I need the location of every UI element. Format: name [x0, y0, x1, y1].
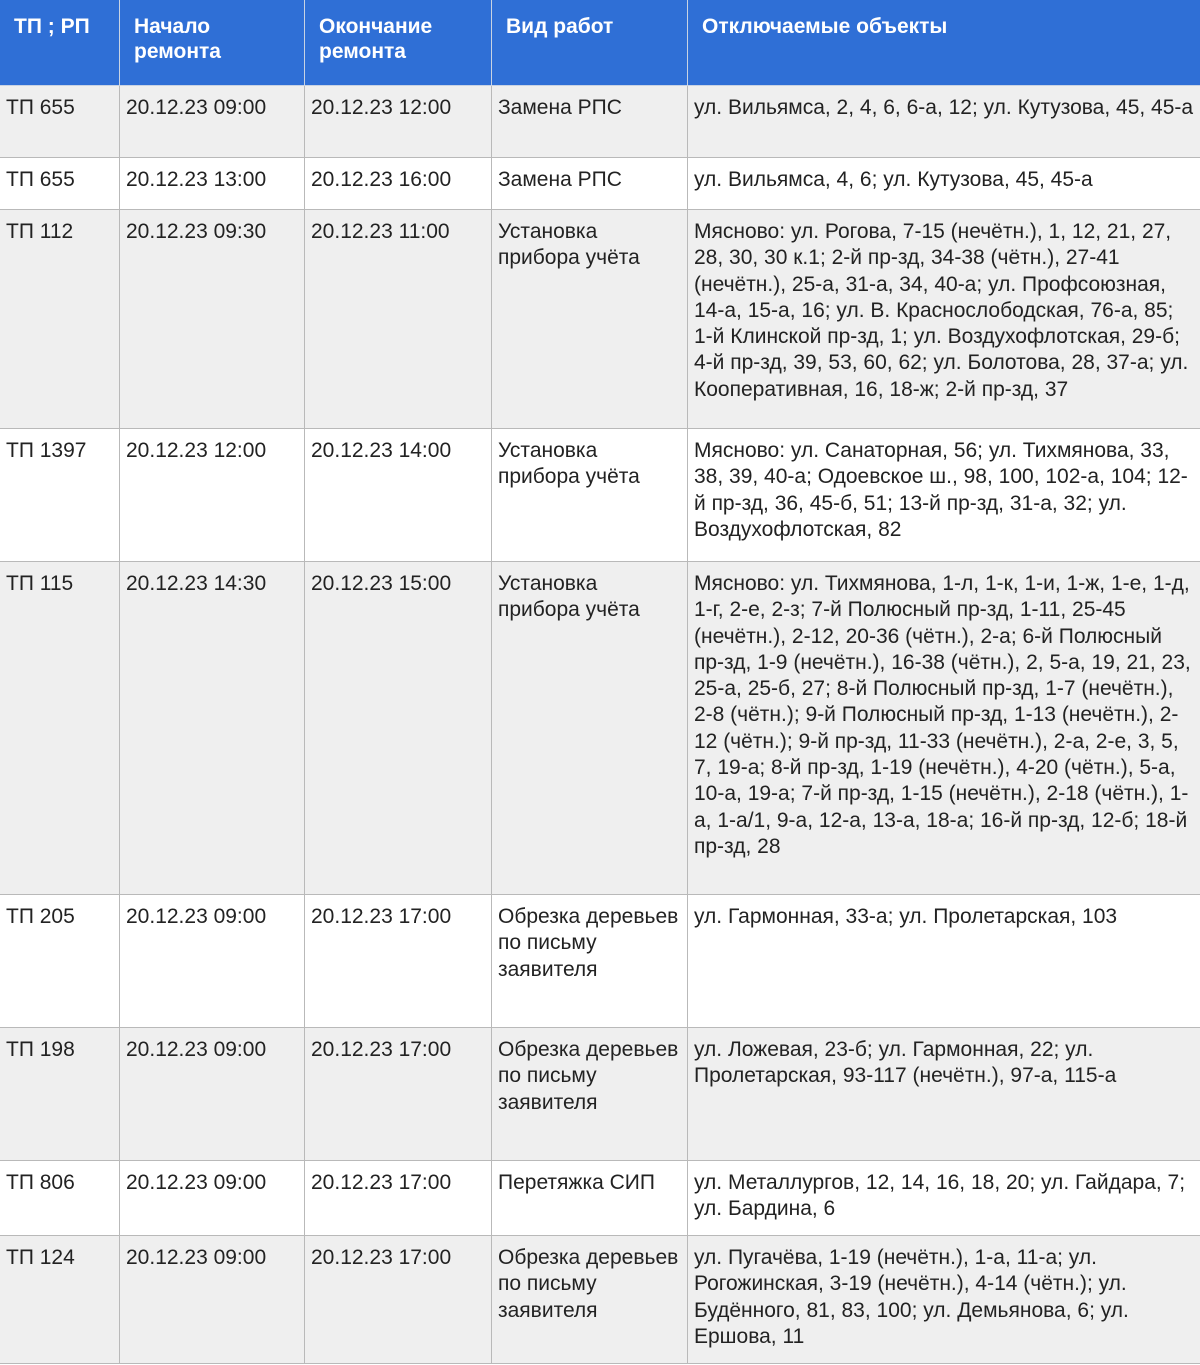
- cell-repair-start: 20.12.23 09:30: [120, 210, 305, 429]
- cell-repair-end: 20.12.23 17:00: [305, 1236, 492, 1364]
- cell-repair-start: 20.12.23 09:00: [120, 1028, 305, 1161]
- cell-substation: ТП 655: [0, 86, 120, 158]
- header-repair-start: Начало ремонта: [120, 0, 305, 86]
- table-row: [0, 86, 1200, 158]
- cell-affected-objects: ул. Вильямса, 2, 4, 6, 6-а, 12; ул. Кутузова, 45, 45-а: [688, 86, 1200, 158]
- cell-repair-end: 20.12.23 15:00: [305, 562, 492, 895]
- table-row: [0, 1236, 1200, 1364]
- cell-affected-objects: ул. Вильямса, 4, 6; ул. Кутузова, 45, 45-а: [688, 158, 1200, 210]
- cell-repair-start: 20.12.23 09:00: [120, 1161, 305, 1236]
- table-row: [0, 210, 1200, 429]
- cell-repair-end: 20.12.23 17:00: [305, 895, 492, 1028]
- cell-work-type: Перетяжка СИП: [492, 1161, 688, 1236]
- cell-work-type: Обрезка деревьев по письму заявителя: [492, 1028, 688, 1161]
- cell-repair-start: 20.12.23 09:00: [120, 895, 305, 1028]
- table-row: [0, 429, 1200, 562]
- cell-repair-end: 20.12.23 16:00: [305, 158, 492, 210]
- cell-repair-start: 20.12.23 09:00: [120, 86, 305, 158]
- cell-repair-end: 20.12.23 14:00: [305, 429, 492, 562]
- cell-repair-start: 20.12.23 13:00: [120, 158, 305, 210]
- header-row: [0, 0, 1200, 86]
- cell-affected-objects: Мясново: ул. Тихмянова, 1-л, 1-к, 1-и, 1-ж, 1-е, 1-д, 1-г, 2-е, 2-з; 7-й Полюсный пр-зд, 1-11, 25-45 (нечётн.), 2-12, 20-36 (чётн.), 2-а; 6-й Полюсный пр-зд, 1-9 (нечётн.), 16-38 (чётн.), 2, 5-а, 19, 21, 23, 25-а, 25-б, 27; 8-й Полюсный пр-зд, 1-7 (нечётн.), 2-8 (чётн.); 9-й Полюсный пр-зд, 1-13 (нечётн.), 2-12 (чётн.); 9-й пр-зд, 11-33 (нечётн.), 2-а, 2-е, 3, 5, 7, 19-а; 8-й пр-зд, 1-19 (нечётн.), 4-20 (чётн.), 5-а, 10-а, 19-а; 7-й пр-зд, 1-15 (нечётн.), 2-18 (чётн.), 1-а, 1-а/1, 9-а, 12-а, 13-а, 18-а; 16-й пр-зд, 12-б; 18-й пр-зд, 28: [688, 562, 1200, 895]
- table-row: [0, 158, 1200, 210]
- cell-affected-objects: Мясново: ул. Санаторная, 56; ул. Тихмянова, 33, 38, 39, 40-а; Одоевское ш., 98, 100, 102-а, 104; 12-й пр-зд, 36, 45-б, 51; 13-й пр-зд, 31-а, 32; ул. Воздухофлотская, 82: [688, 429, 1200, 562]
- cell-work-type: Обрезка деревьев по письму заявителя: [492, 895, 688, 1028]
- cell-affected-objects: ул. Гармонная, 33-а; ул. Пролетарская, 103: [688, 895, 1200, 1028]
- header-substation: ТП ; РП: [0, 0, 120, 86]
- table-row: [0, 562, 1200, 895]
- table-row: [0, 1161, 1200, 1236]
- cell-affected-objects: ул. Пугачёва, 1-19 (нечётн.), 1-а, 11-а; ул. Рогожинская, 3-19 (нечётн.), 4-14 (чётн.); ул. Будённого, 81, 83, 100; ул. Демьянова, 6; ул. Ершова, 11: [688, 1236, 1200, 1364]
- cell-substation: ТП 806: [0, 1161, 120, 1236]
- cell-repair-end: 20.12.23 11:00: [305, 210, 492, 429]
- cell-substation: ТП 115: [0, 562, 120, 895]
- cell-work-type: Установка прибора учёта: [492, 429, 688, 562]
- cell-repair-end: 20.12.23 17:00: [305, 1161, 492, 1236]
- cell-substation: ТП 205: [0, 895, 120, 1028]
- cell-repair-start: 20.12.23 09:00: [120, 1236, 305, 1364]
- cell-work-type: Замена РПС: [492, 158, 688, 210]
- cell-repair-end: 20.12.23 17:00: [305, 1028, 492, 1161]
- cell-repair-start: 20.12.23 12:00: [120, 429, 305, 562]
- cell-work-type: Установка прибора учёта: [492, 562, 688, 895]
- cell-affected-objects: ул. Металлургов, 12, 14, 16, 18, 20; ул. Гайдара, 7; ул. Бардина, 6: [688, 1161, 1200, 1236]
- cell-substation: ТП 112: [0, 210, 120, 429]
- cell-work-type: Замена РПС: [492, 86, 688, 158]
- cell-work-type: Установка прибора учёта: [492, 210, 688, 429]
- cell-repair-end: 20.12.23 12:00: [305, 86, 492, 158]
- table-row: [0, 895, 1200, 1028]
- header-repair-end: Окончание ремонта: [305, 0, 492, 86]
- cell-affected-objects: Мясново: ул. Рогова, 7-15 (нечётн.), 1, 12, 21, 27, 28, 30, 30 к.1; 2-й пр-зд, 34-38 (чётн.), 27-41 (нечётн.), 25-а, 31-а, 34, 40-а; ул. Профсоюзная, 14-а, 15-а, 16; ул. В. Краснослободская, 76-а, 85; 1-й Клинской пр-зд, 1; ул. Воздухофлотская, 29-б; 4-й пр-зд, 39, 53, 60, 62; ул. Болотова, 28, 37-а; ул. Кооперативная, 16, 18-ж; 2-й пр-зд, 37: [688, 210, 1200, 429]
- cell-affected-objects: ул. Ложевая, 23-б; ул. Гармонная, 22; ул. Пролетарская, 93-117 (нечётн.), 97-а, 115-а: [688, 1028, 1200, 1161]
- table-row: [0, 1028, 1200, 1161]
- cell-work-type: Обрезка деревьев по письму заявителя: [492, 1236, 688, 1364]
- cell-substation: ТП 655: [0, 158, 120, 210]
- cell-substation: ТП 1397: [0, 429, 120, 562]
- cell-repair-start: 20.12.23 14:30: [120, 562, 305, 895]
- cell-substation: ТП 124: [0, 1236, 120, 1364]
- header-work-type: Вид работ: [492, 0, 688, 86]
- cell-substation: ТП 198: [0, 1028, 120, 1161]
- header-affected-objects: Отключаемые объекты: [688, 0, 1200, 86]
